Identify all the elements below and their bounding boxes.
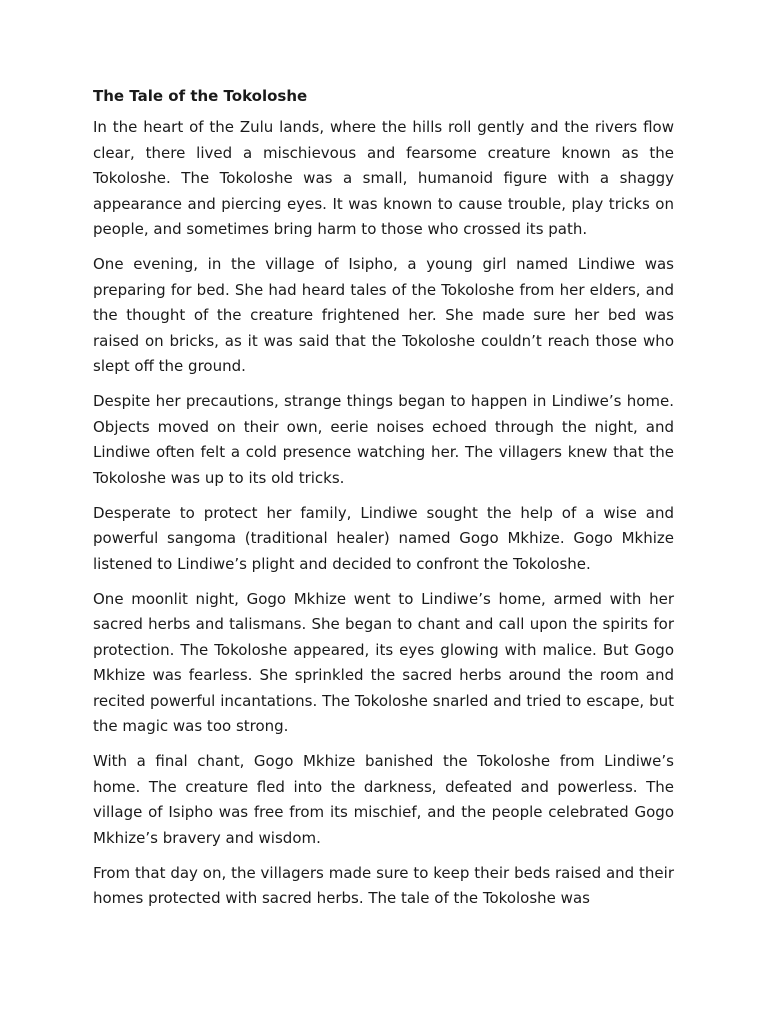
document-body (93, 86, 674, 921)
paragraph-5: One moonlit night, Gogo Mkhize went to Lindiwe’s home, armed with her sacred herbs and talismans. She began to chant and call upon the spirits for protection. The Tokoloshe appeared, its eyes glowing with malice. But Gogo Mkhize was fearless. She sprinkled the sacred herbs around the room and recited powerful incantations. The Tokoloshe snarled and tried to escape, but the magic was too strong. (93, 589, 674, 735)
document-title: The Tale of the Tokoloshe (93, 87, 308, 105)
paragraph-3: Despite her precautions, strange things began to happen in Lindiwe’s home. Objects moved on their own, eerie noises echoed through the night, and Lindiwe often felt a cold presence watching her. The villagers knew that the Tokoloshe was up to its old tricks. (93, 392, 674, 487)
paragraph-7: From that day on, the villagers made sure to keep their beds raised and their homes protected with sacred herbs. The tale of the Tokoloshe was (93, 863, 674, 907)
paragraph-4: Desperate to protect her family, Lindiwe sought the help of a wise and powerful sangoma (traditional healer) named Gogo Mkhize. Gogo Mkhize listened to Lindiwe’s plight and decided to confront the Tokoloshe. (93, 503, 674, 573)
paragraph-6: With a final chant, Gogo Mkhize banished the Tokoloshe from Lindiwe’s home. The creature fled into the darkness, defeated and powerless. The village of Isipho was free from its mischief, and the people celebrated Gogo Mkhize’s bravery and wisdom. (93, 752, 674, 847)
paragraph-2: One evening, in the village of Isipho, a young girl named Lindiwe was preparing for bed. She had heard tales of the Tokoloshe from her elders, and the thought of the creature frightened her. She made sure her bed was raised on bricks, as it was said that the Tokoloshe couldn’t reach those who slept off the ground. (93, 255, 674, 375)
paragraph-1: In the heart of the Zulu lands, where the hills roll gently and the rivers flow clear, there lived a mischievous and fearsome creature known as the Tokoloshe. The Tokoloshe was a small, humanoid figure with a shaggy appearance and piercing eyes. It was known to cause trouble, play tricks on people, and sometimes bring harm to those who crossed its path. (93, 118, 674, 238)
